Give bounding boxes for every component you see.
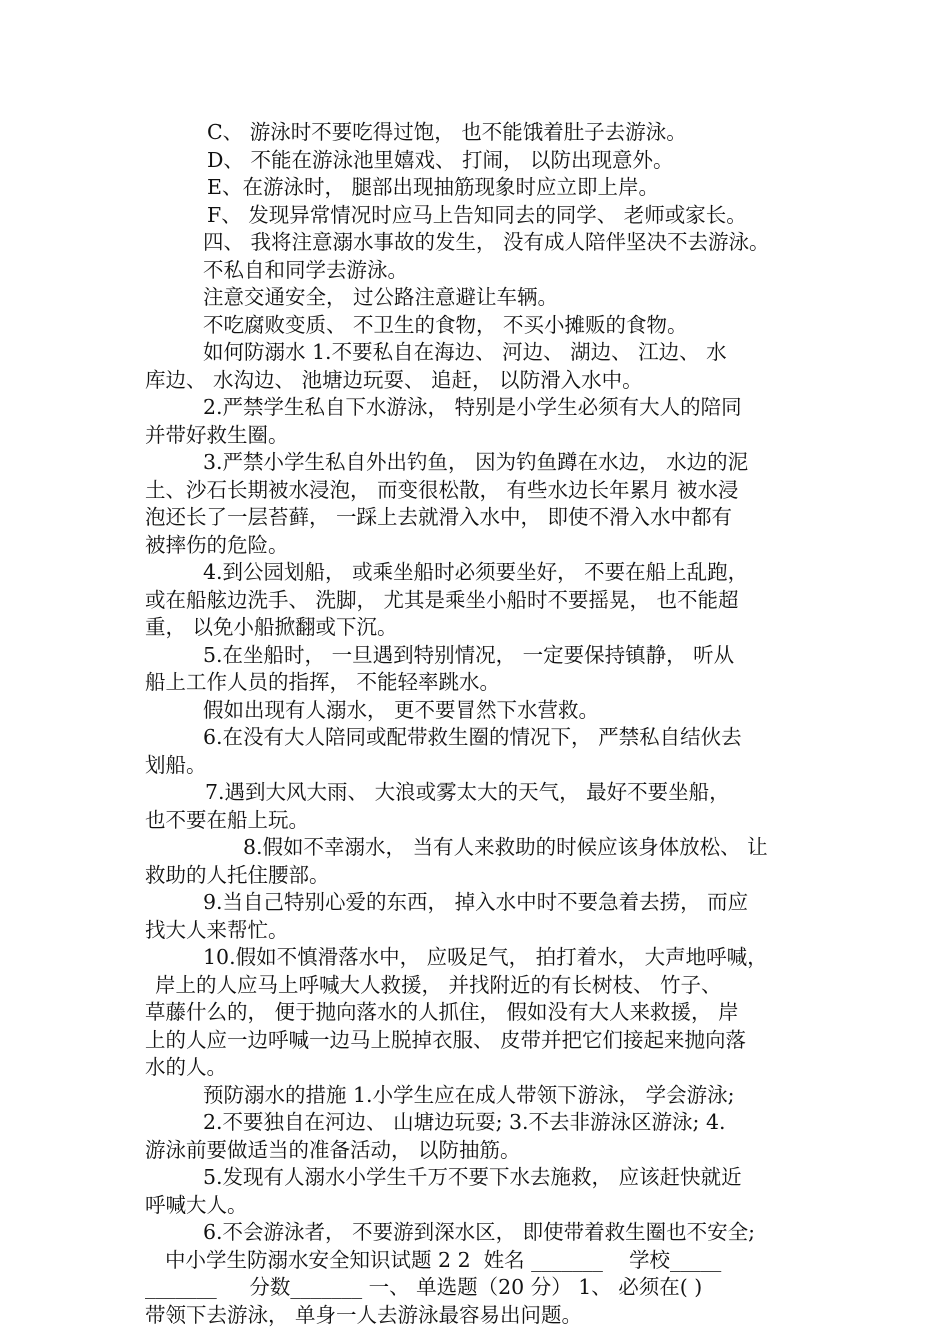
text-line: E、在游泳时， 腿部出现抽筋现象时应立即上岸。 xyxy=(207,175,659,199)
text-line: 呼喊大人。 xyxy=(145,1192,248,1217)
text-line: 假如出现有人溺水， 更不要冒然下水营救。 xyxy=(203,697,600,722)
text-line: 4.到公园划船， 或乘坐船时必须要坐好， 不要在船上乱跑， xyxy=(203,560,749,584)
text-line: 四、 我将注意溺水事故的发生， 没有成人陪伴坚决不去游泳。 xyxy=(203,230,770,254)
text-line: 不私自和同学去游泳。 xyxy=(203,257,408,282)
text-line: 船上工作人员的指挥， 不能轻率跳水。 xyxy=(145,670,501,694)
text-line: 不吃腐败变质、 不卫生的食物， 不买小摊贩的食物。 xyxy=(203,312,688,337)
text-line: 救助的人托住腰部。 xyxy=(145,862,330,887)
text-line: 土、沙石长期被水浸泡， 而变很松散， 有些水边长年累月 被水浸 xyxy=(145,477,739,502)
text-line: 被摔伤的危险。 xyxy=(145,532,289,557)
text-line: 或在船舷边洗手、 洗脚， 尤其是乘坐小船时不要摇晃， 也不能超 xyxy=(145,587,739,612)
text-line: 5.发现有人溺水小学生千万不要下水去施救， 应该赶快就近 xyxy=(203,1165,742,1189)
text-line: 水的人。 xyxy=(145,1055,227,1079)
text-line: 如何防溺水 1.不要私自在海边、 河边、 湖边、 江边、 水 xyxy=(203,340,727,364)
text-line: 6.不会游泳者， 不要游到深水区， 即使带着救生圈也不安全; xyxy=(203,1220,755,1244)
text-line: 泡还长了一层苔藓， 一踩上去就滑入水中， 即使不滑入水中都有 xyxy=(145,505,733,529)
text-line: 找大人来帮忙。 xyxy=(145,917,289,942)
text-line: 并带好救生圈。 xyxy=(145,422,289,447)
text-line: 2.严禁学生私自下水游泳， 特别是小学生必须有大人的陪同 xyxy=(203,395,742,419)
text-line: 10.假如不慎滑落水中， 应吸足气， 拍打着水， 大声地呼喊， xyxy=(203,945,768,969)
text-line: 岸上的人应马上呼喊大人救援， 并找附近的有长树枝、 竹子、 xyxy=(155,972,722,997)
text-line: 带领下去游泳， 单身一人去游泳最容易出问题。 xyxy=(145,1302,583,1327)
text-line: 2.不要独自在河边、 山塘边玩耍; 3.不去非游泳区游泳; 4. xyxy=(203,1110,726,1134)
text-line: D、 不能在游泳池里嬉戏、 打闹， 以防出现意外。 xyxy=(207,147,674,172)
text-line: 上的人应一边呼喊一边马上脱掉衣服、 皮带并把它们接起来抛向落 xyxy=(145,1027,747,1052)
text-line: 7.遇到大风大雨、 大浪或雾太大的天气， 最好不要坐船， xyxy=(205,780,730,804)
text-line: 也不要在船上玩。 xyxy=(145,807,309,832)
text-line: 划船。 xyxy=(145,752,207,777)
text-line: 中小学生防溺水安全知识试题 2 2 姓名 _______ 学校_____ xyxy=(165,1247,722,1272)
text-line: F、 发现异常情况时应马上告知同去的同学、 老师或家长。 xyxy=(207,202,747,227)
text-line: 重， 以免小船掀翻或下沉。 xyxy=(145,615,398,639)
text-line: 草藤什么的， 便于抛向落水的人抓住， 假如没有大人来救援， 岸 xyxy=(145,1000,739,1024)
text-line: 注意交通安全， 过公路注意避让车辆。 xyxy=(203,285,559,309)
text-line: C、 游泳时不要吃得过饱， 也不能饿着肚子去游泳。 xyxy=(207,120,687,144)
text-line: 库边、 水沟边、 池塘边玩耍、 追赶， 以防滑入水中。 xyxy=(145,367,643,392)
text-line: 6.在没有大人陪同或配带救生圈的情况下， 严禁私自结伙去 xyxy=(203,725,742,749)
text-line: 预防溺水的措施 1.小学生应在成人带领下游泳， 学会游泳; xyxy=(203,1082,735,1107)
text-line: 8.假如不幸溺水， 当有人来救助的时候应该身体放松、 让 xyxy=(243,835,768,859)
body-text xyxy=(145,119,810,1329)
text-line: _______ 分数_______ 一、 单选题（20 分） 1、 必须在( ) xyxy=(145,1275,703,1299)
text-line: 游泳前要做适当的准备活动， 以防抽筋。 xyxy=(145,1137,521,1162)
text-line: 3.严禁小学生私自外出钓鱼， 因为钓鱼蹲在水边， 水边的泥 xyxy=(203,450,749,474)
text-line: 9.当自己特别心爱的东西， 掉入水中时不要急着去捞， 而应 xyxy=(203,890,749,914)
text-line: 5.在坐船时， 一旦遇到特别情况， 一定要保持镇静， 听从 xyxy=(203,642,735,667)
